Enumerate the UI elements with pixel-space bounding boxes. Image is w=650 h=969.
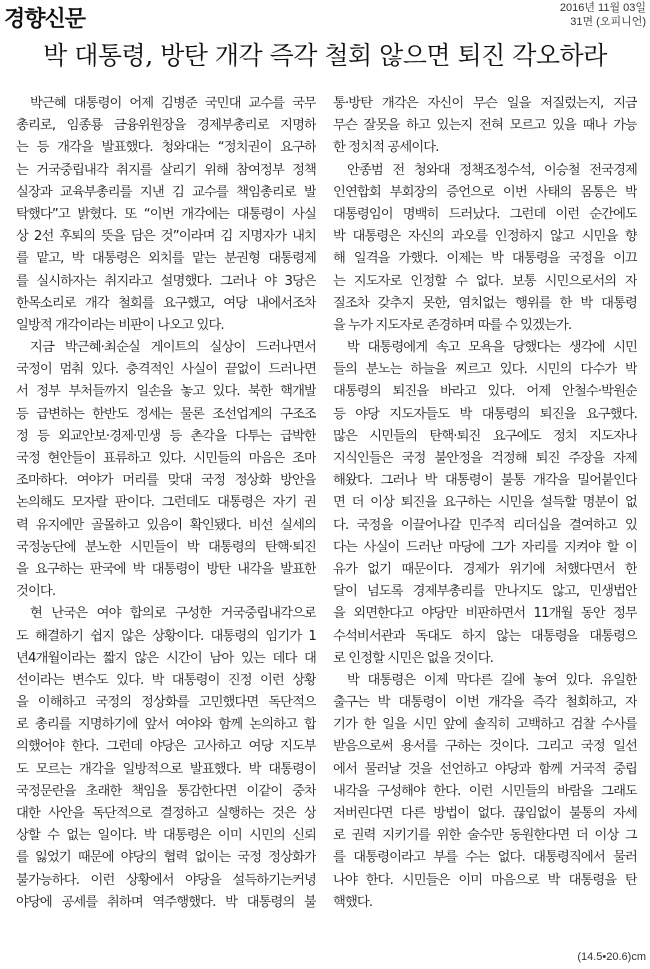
article-text-line: 등 야당 지도자들도 박 대통령의 퇴진을 요구했다. [333,406,637,422]
article-text-line: 받음으로써 용서를 구하는 것이다. 그리고 국정 일선 [333,739,637,755]
article-text-line: 는 거국중립내각 취지를 살리기 위해 참여정부 정책 [16,162,316,178]
article-text-line: 상 2선 후퇴의 뜻을 담은 것”이라며 김 지명자가 내치 [16,229,316,245]
article-text-line: 의했어야 한다. 그런데 야당은 고사하고 여당 지도부 [16,739,316,755]
article-text-line: 질조차 갖추지 못한, 염치없는 행위를 한 박 대통령 [333,295,637,311]
article-text-line: 는 지도자로 인정할 수 없다. 보통 시민으로서의 자 [333,273,637,289]
article-text-line: 상할 수 없는 일이다. 박 대통령은 이미 시민의 신뢰 [16,828,316,844]
article-text-line: 로 인정할 시민은 없을 것이다. [333,650,493,666]
article-text-line: 야당에 공세를 취하며 역주행했다. 박 대통령의 불 [16,894,316,910]
newspaper-masthead: 경향신문 [4,7,86,32]
article-text-line: 에서 물러날 것을 선언하고 야당과 함께 거국적 중립 [333,761,637,777]
article-column-right [333,93,637,914]
article-text-line: 도 해결하기 쉽지 않은 상황이다. 대통령의 임기가 1 [16,628,316,644]
article-text-line: 무슨 잘못을 하고 있는지 전혀 모르고 있을 때나 가능 [333,118,637,134]
article-text-line: 정 등 외교안보·경제·민생 등 촌각을 다투는 급박한 [16,428,316,444]
article-text-line: 한목소리로 개각 철회를 요구했고, 여당 내에서조차 [16,295,316,311]
publication-date: 2016년 11월 03일 [559,2,646,14]
article-text-line: 것이다. [16,584,56,600]
article-text-line: 를 잃었기 때문에 야당의 협력 없이는 국정 정상화가 [16,850,316,866]
article-text-line: 출구는 박 대통령이 이번 개각을 즉각 철회하고, 자 [333,695,637,711]
article-text-line: 등 급변하는 한반도 정세는 물론 조선업계의 구조조 [16,406,316,422]
article-text-line: 박 대통령에게 속고 모욕을 당했다는 생각에 시민 [347,340,637,356]
dateline [560,1,646,29]
article-text-line: 를 맡고, 박 대통령은 외치를 맡는 분권형 대통령제 [16,251,316,267]
article-text-line: 다. 국정을 이끌어나갈 민주적 리더십을 결여하고 있 [333,517,637,533]
article-text-line: 대한 사안을 독단적으로 결정하고 실행하는 것은 상 [16,806,316,821]
article-text-line: 조마하다. 여야가 머리를 맞대 국정 정상화 방안을 [16,473,316,489]
article-text-line: 로 권력 지키기를 위한 술수만 동원한다면 더 이상 그 [333,828,637,844]
article-text-line: 국정농단에 분노한 시민들이 박 대통령의 탄핵·퇴진 [16,539,316,555]
article-text-line: 선이라는 변수도 있다. 박 대통령이 진정 이런 상황 [16,672,316,688]
article-text-line: 지금 박근혜·최순실 게이트의 실상이 드러나면서 [30,340,316,356]
editorial-headline: 박 대통령, 방탄 개각 즉각 철회 않으면 퇴진 각오하라 [43,41,607,70]
article-text-line: 서 정부 부처들까지 일손을 놓고 있다. 북한 핵개발 [16,384,316,400]
article-text-line: 년4개월이라는 짧지 않은 시간이 남아 있는 데다 대 [16,650,316,666]
article-text-line: 박근혜 대통령이 어제 김병준 국민대 교수를 국무 [30,96,316,111]
article-text-line: 안종범 전 청와대 정책조정수석, 이승철 전국경제 [347,162,637,178]
article-text-line: 인연합회 부회장의 증언으로 이번 사태의 몸통은 박 [333,184,637,200]
article-text-line: 을 외면한다고 야당만 비판하면서 11개월 동안 정무 [333,606,637,622]
article-text-line: 를 실시하자는 취지라고 설명했다. 그러나 야 3당은 [16,273,316,289]
article-text-line: 나야 한다. 시민들은 이미 마음으로 박 대통령을 탄 [333,872,637,888]
article-text-line: 을 요구하는 판국에 박 대통령이 방탄 내각을 발표한 [16,561,316,577]
article-text-line: 을 누가 지도자로 존경하며 따를 수 있겠는가. [333,317,572,333]
article-text-line: 들의 분노는 하늘을 찌르고 있다. 시민의 다수가 박 [333,362,637,378]
article-text-line: 박 대통령은 자신의 과오를 인정하지 않고 시민을 향 [333,229,637,245]
article-text-line: 면 더 이상 퇴진을 요구하는 시민을 설득할 명분이 없 [333,495,637,511]
article-text-line: 박 대통령은 이제 막다른 길에 놓여 있다. 유일한 [347,672,637,688]
article-text-line: 달이 넘도록 경제부총리를 만나지도 않고, 민생법안 [333,584,637,600]
article-text-line: 국정문란을 초래한 책임을 통감한다면 이같이 중차 [16,783,316,799]
article-text-line: 대통령임이 명백히 드러났다. 그런데 이런 순간에도 [333,206,637,222]
article-text-line: 도 모르는 개각을 일방적으로 발표했다. 박 대통령이 [16,761,316,777]
article-text-line: 를 대통령이라고 부를 수는 없다. 대통령직에서 물러 [333,850,637,866]
article-text-line: 국정 현안들이 표류하고 있다. 시민들의 마음은 조마 [16,451,316,466]
page-section: 31면 (오피니언) [570,16,646,28]
article-text-line: 해 일격을 가했다. 이제는 박 대통령을 국정을 이끄 [333,251,637,267]
article-text-line: 일방적 개각이라는 비판이 나오고 있다. [16,317,224,333]
article-text-line: 한 정치적 공세이다. [333,140,439,156]
article-text-line: 해왔다. 그러나 박 대통령이 불통 개각을 밀어붙인다 [333,473,637,489]
article-text-line: 기가 한 일을 시민 앞에 솔직히 고백하고 검찰 수사를 [333,717,637,733]
article-text-line: 대통령의 퇴진을 바라고 있다. 어제 안철수·박원순 [333,384,637,400]
article-text-line: 논의해도 모자랄 판이다. 그런데도 대통령은 자기 권 [16,495,316,511]
article-text-line: 로 총리를 지명하기에 앞서 여야와 함께 논의하고 합 [16,717,316,733]
article-text-line: 실장과 교육부총리를 지낸 김 교수를 책임총리로 발 [16,184,316,200]
article-text-line: 수석비서관과 독대도 하지 않는 대통령을 대통령으 [333,628,637,644]
article-text-line: 유가 없기 때문이다. 경제가 위기에 처했다면서 한 [333,561,637,577]
article-text-line: 지식인들은 국정 불안정을 걱정해 퇴진 주장을 자제 [333,451,637,466]
article-text-line: 탁했다”고 밝혔다. 또 “이번 개각에는 대통령이 사실 [16,206,316,222]
article-text-line: 국정이 멈춰 있다. 충격적인 사실이 끝없이 드러나면 [16,362,316,378]
article-text-line: 현 난국은 여야 합의로 구성한 거국중립내각으로 [30,606,316,622]
article-text-line: 내각을 구성해야 한다. 이런 시민들의 바람을 그래도 [333,783,637,799]
article-text-line: 불가능하다. 이런 상황에서 야당을 설득하기는커녕 [16,872,316,888]
article-text-line: 많은 시민들의 탄핵·퇴진 요구에도 정치 지도자나 [333,428,637,444]
article-column-left [16,93,316,914]
article-text-line: 력 유지에만 골몰하고 있음이 확인됐다. 비선 실세의 [16,517,316,533]
article-size-note: (14.5•20.6)cm [577,951,646,963]
article-text-line: 핵했다. [333,894,373,910]
article-text-line: 다는 사실이 드러난 마당에 그가 자리를 지켜야 할 이 [333,539,637,555]
article-text-line: 을 이해하고 국정의 정상화를 고민했다면 독단적으 [16,695,316,711]
article-text-line: 통·방탄 개각은 자신이 무슨 일을 저질렀는지, 지금 [333,96,637,111]
article-text-line: 저버린다면 다른 방법이 없다. 끊임없이 불통의 자세 [333,806,637,821]
article-text-line: 총리로, 임종룡 금융위원장을 경제부총리로 지명하 [16,118,316,134]
article-text-line: 는 등 개각을 발표했다. 청와대는 “정치권이 요구하 [16,140,316,156]
